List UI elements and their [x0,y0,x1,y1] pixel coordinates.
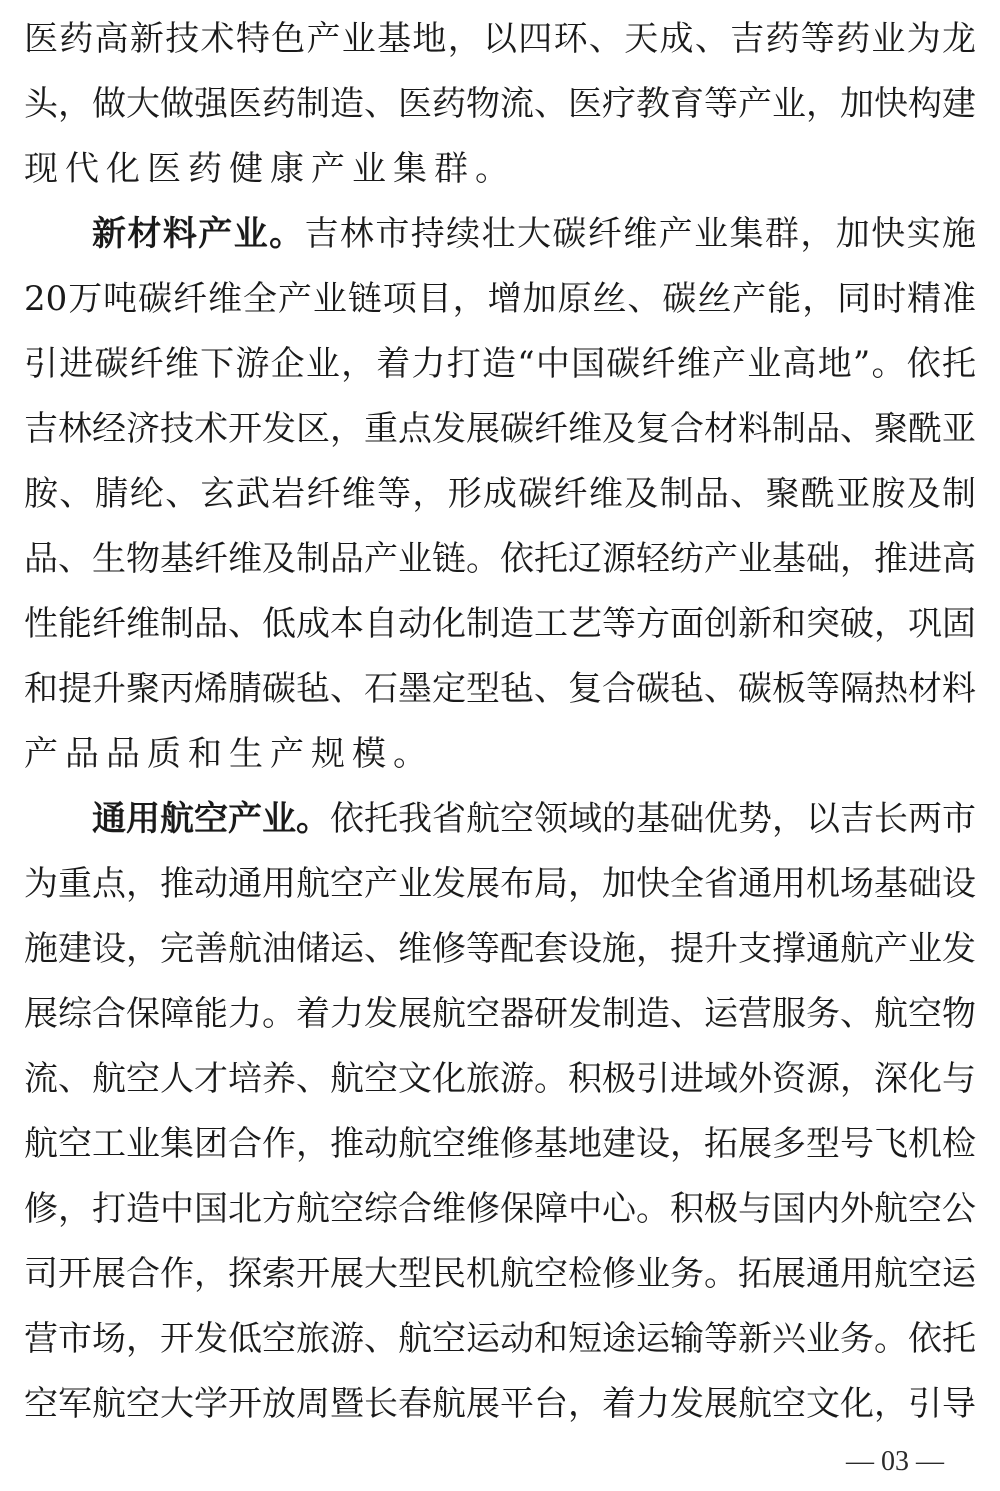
text-line: 医药高新技术特色产业基地，以四环、天成、吉药等药业为龙 [24,19,976,59]
page-number: — 03 — [846,1446,944,1477]
text-line: 空军航空大学开放周暨长春航展平台，着力发展航空文化，引导 [24,1384,976,1424]
text-line: 品、生物基纤维及制品产业链。依托辽源轻纺产业基础，推进高 [24,539,976,579]
text-line: 性能纤维制品、低成本自动化制造工艺等方面创新和突破，巩固 [24,604,976,644]
text-line: 现代化医药健康产业集群。 [24,149,516,189]
text-line: 流、航空人才培养、航空文化旅游。积极引进域外资源，深化与 [24,1059,976,1099]
text-line: 展综合保障能力。着力发展航空器研发制造、运营服务、航空物 [24,994,976,1034]
text-line: 为重点，推动通用航空产业发展布局，加快全省通用机场基础设 [24,864,976,904]
text-line: 和提升聚丙烯腈碳毡、石墨定型毡、复合碳毡、碳板等隔热材料 [24,669,976,709]
text-line: 胺、腈纶、玄武岩纤维等，形成碳纤维及制品、聚酰亚胺及制 [24,474,976,514]
text-line: 头，做大做强医药制造、医药物流、医疗教育等产业，加快构建 [24,84,976,124]
text-line: 司开展合作，探索开展大型民机航空检修业务。拓展通用航空运 [24,1254,976,1294]
text-line: 修，打造中国北方航空综合维修保障中心。积极与国内外航空公 [24,1189,976,1229]
text-line: 营市场，开发低空旅游、航空运动和短途运输等新兴业务。依托 [24,1319,976,1359]
text-line: 产品品质和生产规模。 [24,734,434,774]
text-line: 引进碳纤维下游企业，着力打造“中国碳纤维产业高地”。依托 [24,344,976,384]
paragraph-first-line [92,204,976,264]
text-line: 吉林经济技术开发区，重点发展碳纤维及复合材料制品、聚酰亚 [24,409,976,449]
text-line: 航空工业集团合作，推动航空维修基地建设，拓展多型号飞机检 [24,1124,976,1164]
text-line: 依托我省航空领域的基础优势，以吉长两市 [330,799,976,839]
section-heading: 通用航空产业。 [92,799,330,839]
text-line: 20万吨碳纤维全产业链项目，增加原丝、碳丝产能，同时精准 [24,279,976,319]
section-heading: 新材料产业。 [92,214,305,254]
text-line: 施建设，完善航油储运、维修等配套设施，提升支撑通航产业发 [24,929,976,969]
text-line: 吉林市持续壮大碳纤维产业集群，加快实施 [304,214,976,254]
paragraph-first-line [92,789,976,849]
